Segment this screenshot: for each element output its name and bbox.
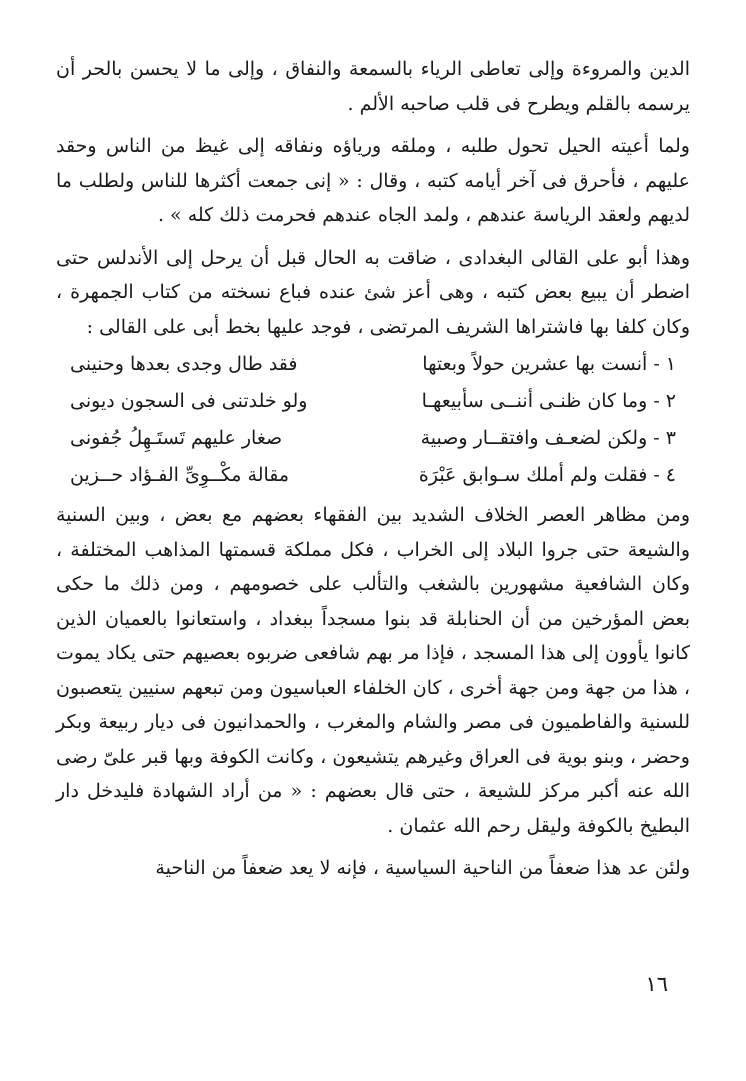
poem (56, 346, 690, 494)
verse-3-second-hemistich: صغار عليهم تَستَـهِلُ جُفونى (70, 427, 283, 449)
paragraph-3: وهذا أبو على القالى البغدادى ، ضاقت به الحال قبل أن يرحل إلى الأندلس حتى اضطر أن يبيع بعض كتبه ، وهى أعز شئ عنده فباع نسخته من كتاب الجمهرة ، وكان كلفا بها فاشتراها الشريف المرتضى ، فوجد عليها بخط أبى على القالى : (56, 246, 690, 338)
verse-2-first-hemistich: ٢ - وما كان ظنـى أننــى سأبيعهـا (421, 390, 676, 412)
verse-3 (56, 420, 690, 457)
page-number: ١٦ (645, 972, 668, 996)
paragraph-2: ولما أعيته الحيل تحول طلبه ، وملقه ورياؤه ونفاقه إلى غيظ من الناس وحقد عليهم ، فأحرق فى آخر أيامه كتبه ، وقال : « إنى جمعت أكثرها للناس ولطلب ما لديهم ولعقد الرياسة عندهم ، ولمد الجاه عندهم فحرمت ذلك كله » . (56, 135, 690, 226)
verse-4 (56, 457, 690, 494)
verse-4-first-hemistich: ٤ - فقلت ولم أملك سـوابق عَبْرَة (418, 464, 676, 486)
paragraph-5: ولئن عد هذا ضعفاً من الناحية السياسية ، فإنه لا يعد ضعفاً من الناحية (155, 857, 690, 879)
paragraph-4: ومن مظاهر العصر الخلاف الشديد بين الفقهاء بعضهم مع بعض ، وبين السنية والشيعة حتى جروا البلاد إلى الخراب ، فكل مملكة قسمتها المذاهب المختلفة ، وكان الشافعية مشهورين بالشغب والتألب على خصومهم ، ومن ذلك ما حكى بعض المؤرخين من أن الحنابلة قد بنوا مسجداً ببغداد ، واستعانوا بالعميان الذين كانوا يأوون إلى هذا المسجد ، فإذا مر بهم شافعى ضربوه بعصيهم حتى يكاد يموت ، هذا من جهة ومن جهة أخرى ، كان الخلفاء العباسيون ومن تبعهم سنيين يتعصبون للسنية والفاطميون فى مصر والشام والمغرب ، والحمدانيون فى ديار ربيعة وبكر وحضر ، وبنو بوية فى العراق وغيرهم يتشيعون ، وكانت الكوفة وبها قبر علىّ رضى الله عنه أكبر مركز للشيعة ، حتى قال بعضهم : « من أراد الشهادة فليدخل دار البطيخ بالكوفة وليقل رحم الله عثمان . (56, 504, 690, 837)
verse-2-second-hemistich: ولو خلدتنى فى السجون ديونى (70, 390, 308, 412)
verse-3-first-hemistich: ٣ - ولكن لضعـف وافتقــار وصبية (420, 427, 676, 449)
verse-1 (56, 346, 690, 383)
verse-1-second-hemistich: فقد طال وجدى بعدها وحنينى (70, 353, 298, 375)
verse-1-first-hemistich: ١ - أنست بها عشرين حولاً وبعتها (422, 353, 676, 375)
verse-2 (56, 383, 690, 420)
verse-4-second-hemistich: مقالة مكْــوِىِّ الفـؤاد حــزين (70, 464, 290, 486)
paragraph-1: الدين والمروءة وإلى تعاطى الرياء بالسمعة والنفاق ، وإلى ما لا يحسن بالحر أن يرسمه بالقلم ويطرح فى قلب صاحبه الألم . (56, 58, 690, 115)
